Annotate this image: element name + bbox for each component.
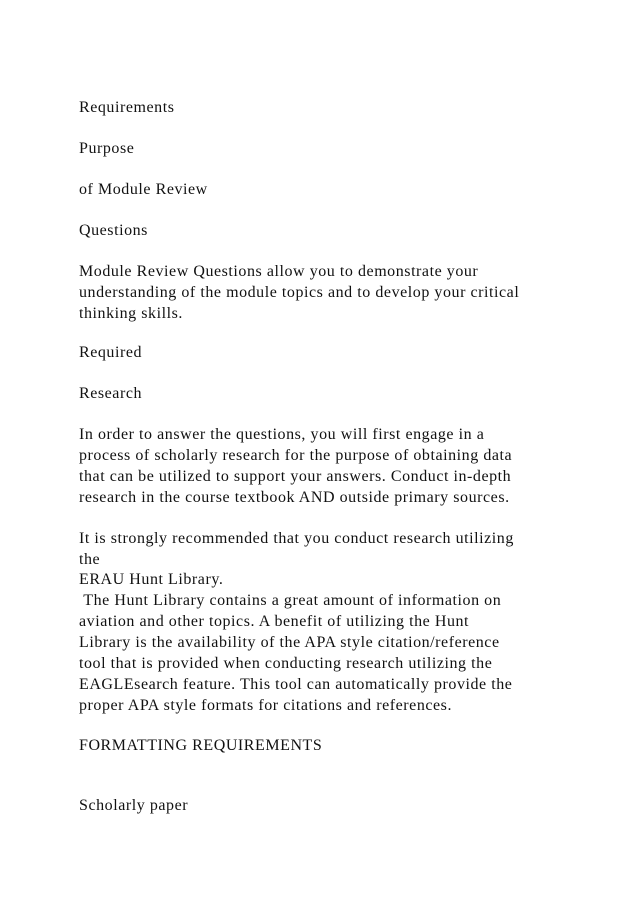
research-body-line: that can be utilized to support your answers. Conduct in-depth	[79, 468, 512, 485]
purpose-body-line: understanding of the module topics and to develop your critical	[79, 284, 520, 301]
heading-requirements: Requirements	[79, 99, 175, 116]
recommend-body-line: proper APA style formats for citations and references.	[79, 697, 453, 714]
recommend-body-line: tool that is provided when conducting research utilizing the	[79, 655, 493, 672]
heading-required: Required	[79, 344, 143, 361]
research-body-line: research in the course textbook AND outside primary sources.	[79, 489, 510, 506]
recommend-body-line: the	[79, 551, 101, 568]
heading-of-module-review: of Module Review	[79, 181, 208, 198]
heading-scholarly-paper: Scholarly paper	[79, 797, 189, 814]
recommend-body-line: EAGLEsearch feature. This tool can automatically provide the	[79, 676, 513, 693]
recommend-body-line: aviation and other topics. A benefit of utilizing the Hunt	[79, 613, 470, 630]
recommend-body-line: Library is the availability of the APA style citation/reference	[79, 634, 500, 651]
heading-research: Research	[79, 385, 143, 402]
research-body-line: In order to answer the questions, you will first engage in a	[79, 426, 485, 443]
heading-formatting-requirements: FORMATTING REQUIREMENTS	[79, 737, 323, 754]
research-body-line: process of scholarly research for the purpose of obtaining data	[79, 447, 513, 464]
purpose-body-line: thinking skills.	[79, 305, 183, 322]
heading-purpose: Purpose	[79, 140, 135, 157]
recommend-body-line: It is strongly recommended that you conduct research utilizing	[79, 530, 514, 547]
purpose-body-line: Module Review Questions allow you to demonstrate your	[79, 263, 479, 280]
recommend-body-line: The Hunt Library contains a great amount of information on	[79, 592, 502, 609]
heading-questions: Questions	[79, 222, 148, 239]
recommend-body-line: ERAU Hunt Library.	[79, 571, 224, 588]
